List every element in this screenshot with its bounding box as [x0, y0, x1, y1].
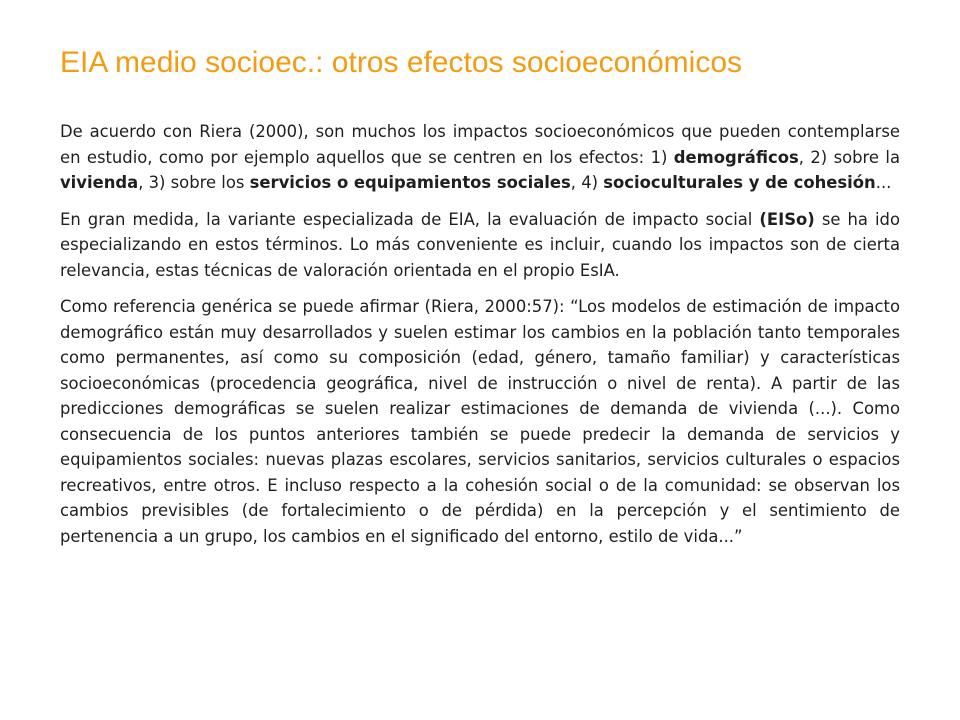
- p1-text-2: , 2) sobre la: [798, 147, 900, 167]
- p1-bold-demograficos: demográficos: [673, 147, 799, 167]
- p1-text-4: , 4): [570, 173, 604, 192]
- p1-text-5: ...: [875, 173, 892, 192]
- p2-text-1: En gran medida, la variante especializada de EIA, la evaluación de impacto social: [60, 209, 760, 229]
- slide-title: EIA medio socioec.: otros efectos socioeconómicos: [60, 46, 743, 79]
- p1-bold-vivienda: vivienda: [60, 173, 139, 192]
- paragraph-3: Como referencia genérica se puede afirmar (Riera, 2000:57): “Los modelos de estimación de impacto demográfico están muy desarrollados y suelen estimar los cambios en la población tanto temporales como permanentes, así como su composición (edad, género, tamaño familiar) y características socioeconómicas (procedencia geográfica, nivel de instrucción o nivel de renta). A partir de las predicciones demográficas se suelen realizar estimaciones de demanda de vivienda (...). Como consecuencia de los puntos anteriores también se puede predecir la demanda de servicios y equipamientos sociales: nuevas plazas escolares, servicios sanitarios, servicios culturales o espacios recreativos, entre otros. E incluso respecto a la cohesión social o de la comunidad: se observan los cambios previsibles (de fortalecimiento o de pérdida) en la percepción y el sentimiento de pertenencia a un grupo, los cambios en el significado del entorno, estilo de vida...”: [60, 297, 900, 546]
- p1-text-1: De acuerdo con Riera (2000), son muchos los impactos socioeconómicos que pueden contemplarse en estudio, como por ejemplo aquellos que se centren en los efectos: 1): [60, 122, 900, 167]
- slide-body: [60, 119, 900, 560]
- p2-bold-eiso: (EISo): [759, 209, 815, 229]
- paragraph-2: [60, 207, 900, 284]
- p1-bold-servicios: servicios o equipamientos sociales: [249, 173, 571, 192]
- p1-bold-socioculturales: socioculturales y de cohesión: [603, 173, 876, 192]
- p2-text-2: se ha ido especializando en estos términos. Lo más conveniente es incluir, cuando los impactos son de cierta relevancia, estas técnicas de valoración orientada en el propio EsIA.: [60, 209, 900, 280]
- paragraph-1: [60, 119, 900, 196]
- p1-text-3: , 3) sobre los: [138, 173, 250, 192]
